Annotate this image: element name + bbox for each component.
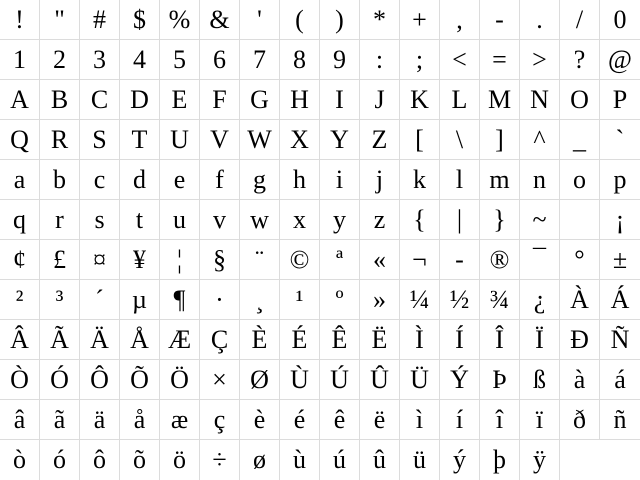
glyph-cell[interactable]: Ê — [320, 320, 360, 360]
glyph-cell[interactable]: × — [200, 360, 240, 400]
glyph-cell[interactable]: < — [440, 40, 480, 80]
glyph-cell[interactable]: A — [0, 80, 40, 120]
glyph-cell[interactable]: Í — [440, 320, 480, 360]
glyph-cell[interactable]: j — [360, 160, 400, 200]
glyph-cell[interactable]: X — [280, 120, 320, 160]
glyph-cell[interactable]: R — [40, 120, 80, 160]
glyph-cell[interactable]: æ — [160, 400, 200, 440]
glyph-cell[interactable]: é — [280, 400, 320, 440]
glyph-cell[interactable]: õ — [120, 440, 160, 480]
glyph-cell[interactable]: ì — [400, 400, 440, 440]
glyph-cell[interactable]: © — [280, 240, 320, 280]
glyph-cell[interactable]: Ý — [440, 360, 480, 400]
glyph-cell[interactable]: / — [560, 0, 600, 40]
glyph-cell[interactable]: Ñ — [600, 320, 640, 360]
glyph-cell[interactable]: Ö — [160, 360, 200, 400]
glyph-cell[interactable]: " — [40, 0, 80, 40]
glyph-cell[interactable]: ¼ — [400, 280, 440, 320]
glyph-cell[interactable]: à — [560, 360, 600, 400]
glyph-cell[interactable]: u — [160, 200, 200, 240]
glyph-cell[interactable]: i — [320, 160, 360, 200]
glyph-cell[interactable]: f — [200, 160, 240, 200]
glyph-cell[interactable]: ß — [520, 360, 560, 400]
glyph-cell[interactable]: ô — [80, 440, 120, 480]
glyph-cell[interactable]: % — [160, 0, 200, 40]
glyph-cell[interactable]: ¢ — [0, 240, 40, 280]
glyph-cell[interactable]: d — [120, 160, 160, 200]
glyph-cell[interactable]: ÿ — [520, 440, 560, 480]
glyph-cell[interactable]: Ä — [80, 320, 120, 360]
glyph-cell[interactable]: I — [320, 80, 360, 120]
glyph-cell[interactable]: 4 — [120, 40, 160, 80]
glyph-cell[interactable]: Ð — [560, 320, 600, 360]
glyph-cell[interactable]: ä — [80, 400, 120, 440]
glyph-cell[interactable]: * — [360, 0, 400, 40]
glyph-cell[interactable]: Ò — [0, 360, 40, 400]
glyph-cell[interactable]: c — [80, 160, 120, 200]
glyph-cell[interactable]: B — [40, 80, 80, 120]
glyph-cell[interactable]: ) — [320, 0, 360, 40]
glyph-cell[interactable]: z — [360, 200, 400, 240]
glyph-cell[interactable]: W — [240, 120, 280, 160]
glyph-cell[interactable]: ö — [160, 440, 200, 480]
glyph-cell[interactable]: Î — [480, 320, 520, 360]
glyph-cell[interactable]: ¿ — [520, 280, 560, 320]
glyph-cell[interactable]: Ø — [240, 360, 280, 400]
glyph-cell[interactable]: } — [480, 200, 520, 240]
glyph-cell[interactable]: 0 — [600, 0, 640, 40]
glyph-cell[interactable]: L — [440, 80, 480, 120]
glyph-cell[interactable]: @ — [600, 40, 640, 80]
glyph-cell[interactable]: p — [600, 160, 640, 200]
glyph-cell[interactable]: o — [560, 160, 600, 200]
glyph-cell[interactable]: a — [0, 160, 40, 200]
glyph-cell[interactable]: N — [520, 80, 560, 120]
glyph-cell[interactable]: Ù — [280, 360, 320, 400]
glyph-cell[interactable]: Q — [0, 120, 40, 160]
glyph-cell[interactable]: Ï — [520, 320, 560, 360]
glyph-cell[interactable]: ½ — [440, 280, 480, 320]
glyph-cell[interactable]: e — [160, 160, 200, 200]
glyph-cell[interactable]: ò — [0, 440, 40, 480]
glyph-cell[interactable]: Ú — [320, 360, 360, 400]
glyph-cell[interactable]: è — [240, 400, 280, 440]
glyph-cell[interactable]: { — [400, 200, 440, 240]
glyph-cell[interactable]: ¬ — [400, 240, 440, 280]
glyph-cell[interactable]: q — [0, 200, 40, 240]
glyph-cell[interactable]: ñ — [600, 400, 640, 440]
glyph-cell[interactable]: ÷ — [200, 440, 240, 480]
glyph-cell[interactable]: - — [480, 0, 520, 40]
glyph-cell[interactable]: ± — [600, 240, 640, 280]
glyph-cell[interactable]: _ — [560, 120, 600, 160]
glyph-cell[interactable]: l — [440, 160, 480, 200]
glyph-cell[interactable]: w — [240, 200, 280, 240]
glyph-cell[interactable]: K — [400, 80, 440, 120]
glyph-cell[interactable]: · — [200, 280, 240, 320]
glyph-cell[interactable]: & — [200, 0, 240, 40]
glyph-cell[interactable]: v — [200, 200, 240, 240]
glyph-cell[interactable]: J — [360, 80, 400, 120]
glyph-cell[interactable]: 8 — [280, 40, 320, 80]
glyph-cell[interactable]: Û — [360, 360, 400, 400]
glyph-cell[interactable]: ¾ — [480, 280, 520, 320]
glyph-cell[interactable]: S — [80, 120, 120, 160]
glyph-cell[interactable]: + — [400, 0, 440, 40]
glyph-cell[interactable]: b — [40, 160, 80, 200]
glyph-cell[interactable]: 3 — [80, 40, 120, 80]
empty-cell — [600, 440, 640, 480]
glyph-cell[interactable]: E — [160, 80, 200, 120]
glyph-cell[interactable]: ï — [520, 400, 560, 440]
glyph-cell[interactable]: ; — [400, 40, 440, 80]
glyph-cell[interactable]: ' — [240, 0, 280, 40]
glyph-cell[interactable]: T — [120, 120, 160, 160]
glyph-cell[interactable]: 1 — [0, 40, 40, 80]
glyph-cell[interactable]: P — [600, 80, 640, 120]
glyph-cell[interactable]: í — [440, 400, 480, 440]
glyph-cell[interactable]: . — [520, 0, 560, 40]
glyph-cell[interactable]: [ — [400, 120, 440, 160]
glyph-cell[interactable]: \ — [440, 120, 480, 160]
glyph-cell[interactable]: ¹ — [280, 280, 320, 320]
glyph-cell[interactable]: Æ — [160, 320, 200, 360]
glyph-cell[interactable]: Ì — [400, 320, 440, 360]
glyph-cell[interactable]: ! — [0, 0, 40, 40]
glyph-cell[interactable]: m — [480, 160, 520, 200]
glyph-cell[interactable]: - — [440, 240, 480, 280]
glyph-cell[interactable]: ] — [480, 120, 520, 160]
glyph-cell[interactable]: Z — [360, 120, 400, 160]
glyph-cell[interactable]: ý — [440, 440, 480, 480]
glyph-cell[interactable]: » — [360, 280, 400, 320]
glyph-cell[interactable]: h — [280, 160, 320, 200]
glyph-cell[interactable]: ê — [320, 400, 360, 440]
glyph-cell[interactable]: ø — [240, 440, 280, 480]
glyph-cell[interactable]: ã — [40, 400, 80, 440]
glyph-cell[interactable]: Â — [0, 320, 40, 360]
glyph-cell[interactable]: þ — [480, 440, 520, 480]
glyph-cell[interactable]: ¦ — [160, 240, 200, 280]
glyph-cell[interactable]: ¤ — [80, 240, 120, 280]
glyph-cell[interactable]: ? — [560, 40, 600, 80]
glyph-cell[interactable]: ° — [560, 240, 600, 280]
glyph-cell[interactable]: Ã — [40, 320, 80, 360]
glyph-cell[interactable]: Y — [320, 120, 360, 160]
glyph-cell[interactable]: # — [80, 0, 120, 40]
glyph-cell[interactable]: : — [360, 40, 400, 80]
glyph-cell[interactable]: F — [200, 80, 240, 120]
glyph-cell[interactable]: , — [440, 0, 480, 40]
glyph-cell[interactable]: Ô — [80, 360, 120, 400]
glyph-cell[interactable]: À — [560, 280, 600, 320]
glyph-cell[interactable]: ® — [480, 240, 520, 280]
glyph-cell[interactable]: ó — [40, 440, 80, 480]
glyph-cell[interactable]: § — [200, 240, 240, 280]
glyph-cell[interactable]: Õ — [120, 360, 160, 400]
glyph-cell[interactable]: ( — [280, 0, 320, 40]
glyph-cell[interactable]: Ó — [40, 360, 80, 400]
glyph-cell[interactable]: ` — [600, 120, 640, 160]
glyph-cell[interactable]: û — [360, 440, 400, 480]
glyph-cell[interactable]: ë — [360, 400, 400, 440]
glyph-cell[interactable]: Á — [600, 280, 640, 320]
glyph-cell[interactable]: ¥ — [120, 240, 160, 280]
glyph-cell[interactable]: ¶ — [160, 280, 200, 320]
glyph-cell[interactable]: O — [560, 80, 600, 120]
glyph-cell[interactable]: º — [320, 280, 360, 320]
glyph-cell[interactable]: Ç — [200, 320, 240, 360]
glyph-cell[interactable]: 7 — [240, 40, 280, 80]
glyph-cell[interactable]: ú — [320, 440, 360, 480]
glyph-cell[interactable]: ¯ — [520, 240, 560, 280]
glyph-cell[interactable]: t — [120, 200, 160, 240]
glyph-cell[interactable]: ~ — [520, 200, 560, 240]
glyph-cell[interactable]: ü — [400, 440, 440, 480]
glyph-cell[interactable]: ç — [200, 400, 240, 440]
glyph-cell[interactable]: ù — [280, 440, 320, 480]
glyph-cell[interactable]: M — [480, 80, 520, 120]
glyph-cell[interactable]: ² — [0, 280, 40, 320]
glyph-cell[interactable]: G — [240, 80, 280, 120]
glyph-cell[interactable]: á — [600, 360, 640, 400]
glyph-cell[interactable]: 9 — [320, 40, 360, 80]
glyph-cell[interactable]: U — [160, 120, 200, 160]
glyph-cell[interactable]: s — [80, 200, 120, 240]
glyph-cell[interactable]: È — [240, 320, 280, 360]
glyph-cell[interactable]: r — [40, 200, 80, 240]
empty-cell — [560, 440, 600, 480]
glyph-cell[interactable]: å — [120, 400, 160, 440]
glyph-cell[interactable]: Þ — [480, 360, 520, 400]
glyph-cell[interactable]: y — [320, 200, 360, 240]
glyph-cell[interactable]: £ — [40, 240, 80, 280]
glyph-cell[interactable]: µ — [120, 280, 160, 320]
glyph-cell[interactable]: k — [400, 160, 440, 200]
glyph-cell[interactable]: ´ — [80, 280, 120, 320]
glyph-cell[interactable]: É — [280, 320, 320, 360]
glyph-cell[interactable]: â — [0, 400, 40, 440]
glyph-cell[interactable]: ¡ — [600, 200, 640, 240]
glyph-cell[interactable]: 5 — [160, 40, 200, 80]
glyph-cell[interactable] — [560, 200, 600, 240]
glyph-cell[interactable]: 6 — [200, 40, 240, 80]
glyph-cell[interactable]: ³ — [40, 280, 80, 320]
glyph-cell[interactable]: H — [280, 80, 320, 120]
glyph-cell[interactable]: = — [480, 40, 520, 80]
glyph-cell[interactable]: Ë — [360, 320, 400, 360]
glyph-cell[interactable]: ª — [320, 240, 360, 280]
glyph-cell[interactable]: > — [520, 40, 560, 80]
glyph-cell[interactable]: n — [520, 160, 560, 200]
glyph-cell[interactable]: « — [360, 240, 400, 280]
glyph-cell[interactable]: Ü — [400, 360, 440, 400]
glyph-cell[interactable]: V — [200, 120, 240, 160]
glyph-cell[interactable]: Å — [120, 320, 160, 360]
glyph-cell[interactable]: î — [480, 400, 520, 440]
glyph-cell[interactable]: C — [80, 80, 120, 120]
glyph-cell[interactable]: ¸ — [240, 280, 280, 320]
glyph-cell[interactable]: $ — [120, 0, 160, 40]
glyph-cell[interactable]: 2 — [40, 40, 80, 80]
glyph-cell[interactable]: g — [240, 160, 280, 200]
glyph-cell[interactable]: ^ — [520, 120, 560, 160]
glyph-cell[interactable]: x — [280, 200, 320, 240]
glyph-cell[interactable]: ð — [560, 400, 600, 440]
glyph-cell[interactable]: | — [440, 200, 480, 240]
glyph-cell[interactable]: ¨ — [240, 240, 280, 280]
glyph-cell[interactable]: D — [120, 80, 160, 120]
